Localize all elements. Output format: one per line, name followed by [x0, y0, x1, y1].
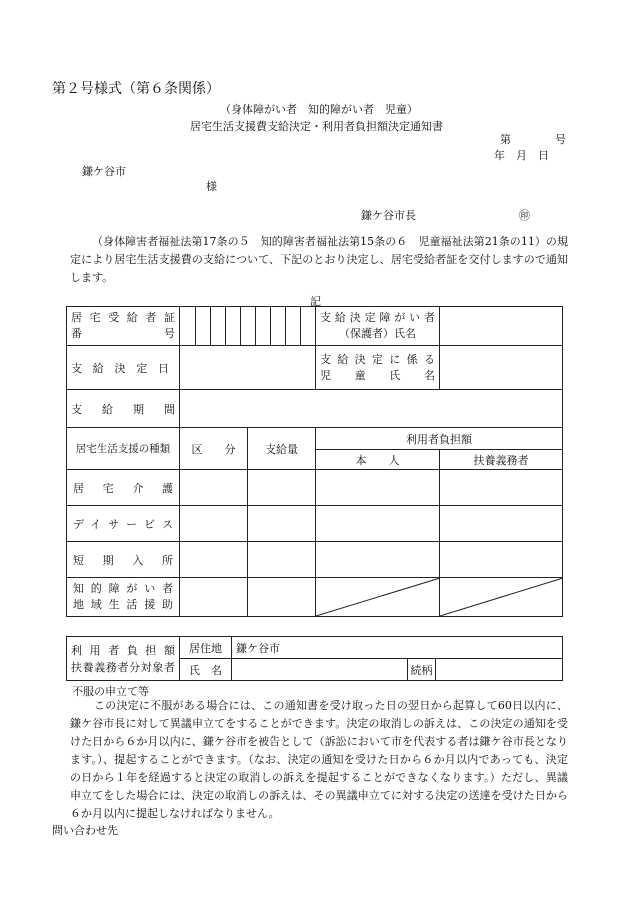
decision-date-field[interactable] — [180, 346, 316, 390]
certificate-number-label: 居宅受給者証 番 号 — [67, 307, 180, 346]
relation-label: 続柄 — [408, 659, 436, 681]
service-row — [67, 578, 563, 617]
self-burden-cell[interactable] — [316, 542, 440, 578]
service-row — [67, 542, 563, 578]
address-field[interactable]: 鎌ケ谷市 — [232, 637, 563, 659]
recipient-city: 鎌ケ谷市 — [82, 165, 126, 178]
ki-label: 記 — [310, 295, 321, 308]
relation-field[interactable] — [436, 659, 563, 681]
supporter-burden-header: 扶養義務者 — [440, 450, 563, 470]
child-name-field[interactable] — [440, 346, 563, 390]
self-burden-cell[interactable] — [316, 470, 440, 506]
category-cell[interactable] — [180, 542, 248, 578]
body-text: （身体障害者福祉法第17条の５ 知的障害者福祉法第15条の６ 児童福祉法第21条の11）の規定により居宅生活支援費の支給について、下記のとおり決定し、居宅受給者証を交付しますので通知します。 — [70, 235, 568, 284]
form-title: 第２号様式（第６条関係） — [52, 81, 220, 97]
supporter-table — [66, 636, 563, 681]
issuer-name: 鎌ケ谷市長 — [361, 209, 416, 222]
service-row — [67, 506, 563, 542]
address-label: 居住地 — [180, 637, 232, 659]
amount-cell[interactable] — [248, 578, 316, 617]
supporter-burden-cell[interactable] — [440, 506, 563, 542]
service-row — [67, 470, 563, 506]
name-label: 氏 名 — [180, 659, 232, 681]
service-home-care: 居宅介護 — [67, 470, 180, 506]
amount-cell[interactable] — [248, 506, 316, 542]
self-burden-header: 本 人 — [316, 450, 440, 470]
seal-mark: ㊞ — [519, 209, 530, 222]
decision-table — [66, 306, 563, 617]
category-cell[interactable] — [180, 506, 248, 542]
recipient-name-label: 支給決定障がい者 （保護者）氏名 — [316, 307, 440, 346]
appeal-text: この決定に不服がある場合には、この通知書を受け取った日の翌日から起算して60日以内に、鎌ケ谷市長に対して異議申立てをすることができます。決定の取消しの訴えは、この決定の通知を受けた日から６か月以内に、鎌ケ谷市を被告として（訴訟において市を代表する者は鎌ケ谷市長となります。）、提起することができます。（なお、決定の通知を受けた日から６か月以内であっても、決定の日から１年を経過すると決定の取消しの訴えを提起することができなくなります。）ただし、異議申立てをした場合には、決定の取消しの訴えは、その異議申立てに対する決定の送達を受けた日から６か月以内に提起しなければなりません。 — [70, 699, 568, 820]
service-short-stay: 短期入所 — [67, 542, 180, 578]
child-name-label: 支給決定に係る 児 童 氏 名 — [316, 346, 440, 390]
decision-date-label: 支給決定日 — [67, 346, 180, 390]
amount-cell[interactable] — [248, 542, 316, 578]
appeal-title: 不服の申立て等 — [72, 685, 149, 698]
certificate-number-boxes[interactable] — [180, 307, 316, 346]
supporter-burden-cell[interactable] — [440, 470, 563, 506]
supporter-label: 利用者負担額 扶養義務者分対象者 — [67, 637, 180, 681]
payment-period-field[interactable] — [180, 390, 563, 428]
category-cell[interactable] — [180, 578, 248, 617]
supporter-burden-cell[interactable] — [440, 542, 563, 578]
service-type-header: 居宅生活支援の種類 — [67, 428, 180, 470]
category-header: 区 分 — [180, 428, 248, 470]
amount-cell[interactable] — [248, 470, 316, 506]
document-title: 居宅生活支援費支給決定・利用者負担額決定通知書 — [190, 120, 443, 133]
name-field[interactable] — [232, 659, 408, 681]
recipient-sama: 様 — [206, 180, 217, 193]
amount-header: 支給量 — [248, 428, 316, 470]
document-number-label: 第 号 — [500, 133, 566, 146]
contact-label: 問い合わせ先 — [52, 824, 118, 837]
diagonal-cell — [440, 578, 563, 617]
category-cell[interactable] — [180, 470, 248, 506]
service-community-living: 知的障がい者 地域生活援助 — [67, 578, 180, 617]
recipient-name-field[interactable] — [440, 307, 563, 346]
payment-period-label: 支給期間 — [67, 390, 180, 428]
subtitle-categories: （身体障がい者 知的障がい者 児童） — [220, 103, 418, 116]
burden-header: 利用者負担額 — [316, 428, 563, 450]
service-day-service: デイサービス — [67, 506, 180, 542]
self-burden-cell[interactable] — [316, 506, 440, 542]
diagonal-cell — [316, 578, 440, 617]
date-label: 年 月 日 — [494, 149, 549, 162]
